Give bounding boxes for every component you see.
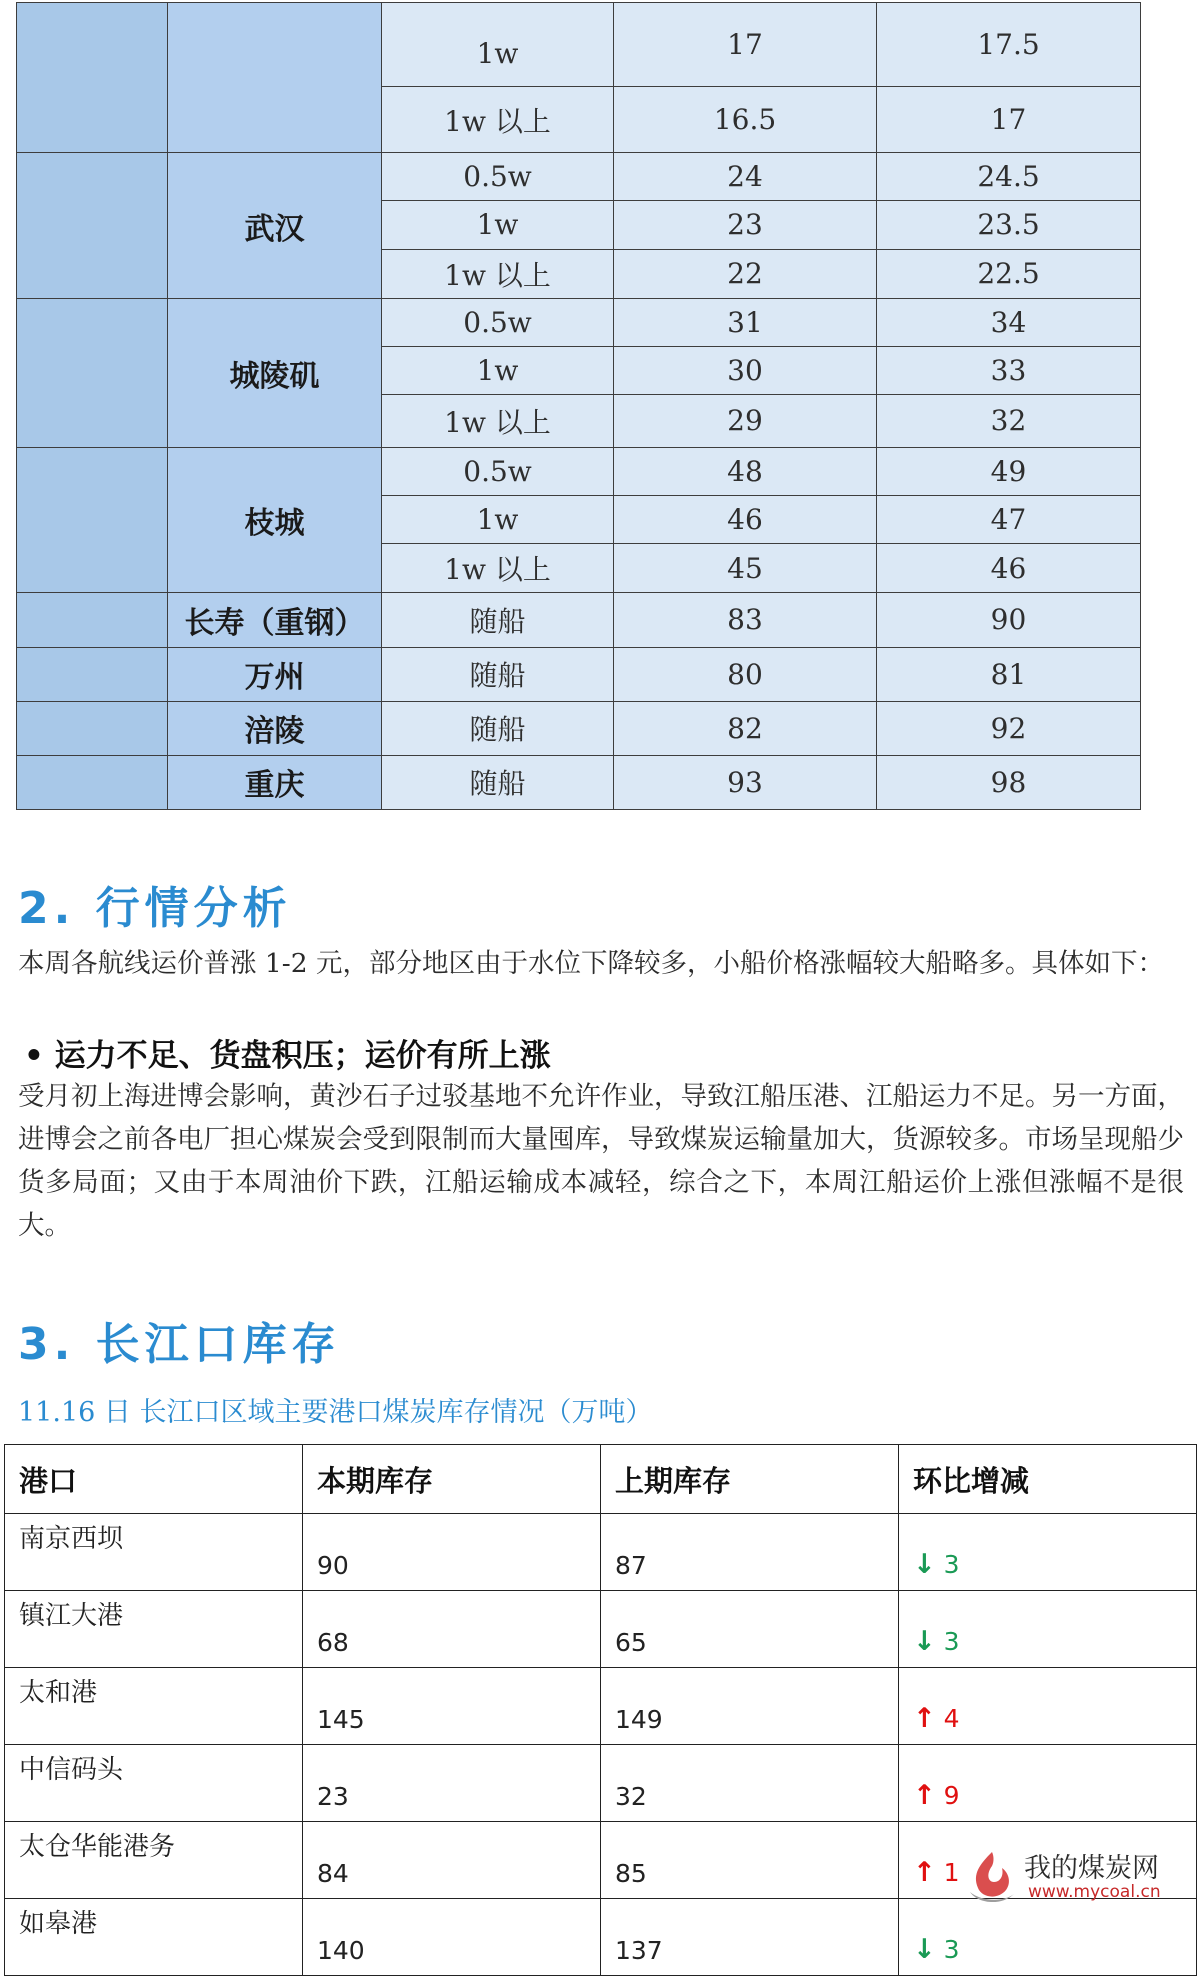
- freight-ship-size: 1w 以上: [382, 249, 614, 298]
- freight-row: [17, 447, 1141, 495]
- current-stock: 140: [303, 1899, 601, 1976]
- stock-change-value: 9: [943, 1781, 960, 1810]
- freight-side-cell: [17, 3, 168, 153]
- arrow-down-icon: ↓: [913, 1626, 936, 1657]
- freight-rate-b: 81: [877, 647, 1141, 701]
- freight-ship-size: 随船: [382, 755, 614, 809]
- arrow-down-icon: ↓: [913, 1934, 936, 1965]
- freight-rate-b: 32: [877, 395, 1141, 448]
- current-stock: 145: [303, 1668, 601, 1745]
- current-stock: 84: [303, 1822, 601, 1899]
- freight-rate-a: 48: [614, 447, 877, 495]
- freight-ship-size: 1w: [382, 496, 614, 544]
- freight-rate-b: 90: [877, 593, 1141, 647]
- freight-rate-a: 30: [614, 346, 877, 394]
- freight-row: [17, 3, 1141, 87]
- inventory-row: [5, 1514, 1197, 1591]
- bullet-dot: •: [24, 1038, 55, 1074]
- freight-ship-size: 随船: [382, 593, 614, 647]
- previous-stock: 149: [601, 1668, 899, 1745]
- freight-rate-table: [16, 2, 1141, 810]
- arrow-up-icon: ↑: [913, 1780, 936, 1811]
- current-stock: 23: [303, 1745, 601, 1822]
- analysis-bullet: [24, 1030, 551, 1075]
- freight-rate-b: 98: [877, 755, 1141, 809]
- stock-change: [899, 1668, 1197, 1745]
- freight-ship-size: 随船: [382, 701, 614, 755]
- freight-destination: 重庆: [168, 755, 382, 809]
- freight-rate-b: 34: [877, 298, 1141, 346]
- analysis-bullet-text: 运力不足、货盘积压；运价有所上涨: [54, 1038, 551, 1074]
- freight-destination: 涪陵: [168, 701, 382, 755]
- stock-change-value: 4: [943, 1704, 960, 1733]
- freight-ship-size: 随船: [382, 647, 614, 701]
- previous-stock: 32: [601, 1745, 899, 1822]
- port-name: 如皋港: [5, 1899, 303, 1976]
- current-stock: 90: [303, 1514, 601, 1591]
- freight-ship-size: 1w: [382, 346, 614, 394]
- stock-change-value: 3: [943, 1550, 960, 1579]
- port-name: 镇江大港: [5, 1591, 303, 1668]
- freight-rate-b: 33: [877, 346, 1141, 394]
- freight-side-cell: [17, 153, 168, 298]
- freight-destination: [168, 3, 382, 153]
- freight-rate-a: 31: [614, 298, 877, 346]
- freight-rate-a: 80: [614, 647, 877, 701]
- arrow-down-icon: ↓: [913, 1549, 936, 1580]
- freight-rate-a: 22: [614, 249, 877, 298]
- freight-ship-size: 1w: [382, 3, 614, 87]
- freight-side-cell: [17, 593, 168, 647]
- freight-rate-a: 45: [614, 544, 877, 593]
- freight-side-cell: [17, 647, 168, 701]
- inventory-row: [5, 1668, 1197, 1745]
- header-change: 环比增减: [899, 1445, 1197, 1514]
- previous-stock: 85: [601, 1822, 899, 1899]
- stock-change-value: 3: [943, 1627, 960, 1656]
- freight-rate-a: 82: [614, 701, 877, 755]
- section-heading-analysis: 2. 行情分析: [18, 883, 292, 934]
- freight-rate-a: 93: [614, 755, 877, 809]
- freight-destination: 万州: [168, 647, 382, 701]
- freight-row: [17, 298, 1141, 346]
- freight-rate-b: 23.5: [877, 201, 1141, 249]
- freight-side-cell: [17, 755, 168, 809]
- freight-ship-size: 0.5w: [382, 298, 614, 346]
- watermark-url: www.mycoal.cn: [1028, 1882, 1161, 1902]
- stock-change: [899, 1745, 1197, 1822]
- freight-rate-b: 49: [877, 447, 1141, 495]
- previous-stock: 137: [601, 1899, 899, 1976]
- watermark: [958, 1846, 1190, 1912]
- stock-change: [899, 1591, 1197, 1668]
- inventory-caption: 11.16 日 长江口区域主要港口煤炭库存情况（万吨）: [18, 1397, 653, 1428]
- freight-ship-size: 1w: [382, 201, 614, 249]
- freight-destination: 城陵矶: [168, 298, 382, 447]
- freight-ship-size: 1w 以上: [382, 544, 614, 593]
- inventory-row: [5, 1591, 1197, 1668]
- freight-row: [17, 701, 1141, 755]
- freight-rate-a: 46: [614, 496, 877, 544]
- stock-change-value: 3: [943, 1935, 960, 1964]
- inventory-header-row: [5, 1445, 1197, 1514]
- freight-row: [17, 647, 1141, 701]
- watermark-name: 我的煤炭网: [1024, 1853, 1159, 1884]
- freight-destination: 枝城: [168, 447, 382, 592]
- freight-ship-size: 1w 以上: [382, 87, 614, 153]
- port-name: 太仓华能港务: [5, 1822, 303, 1899]
- analysis-body: 受月初上海进博会影响，黄沙石子过驳基地不允许作业，导致江船压港、江船运力不足。另一方面，进博会之前各电厂担心煤炭会受到限制而大量囤库，导致煤炭运输量加大，货源较多。市场呈现船少货多局面；又由于本周油价下跌，江船运输成本减轻，综合之下，本周江船运价上涨但涨幅不是很大。: [18, 1081, 1184, 1241]
- freight-rate-a: 23: [614, 201, 877, 249]
- freight-rate-b: 17: [877, 87, 1141, 153]
- header-current: 本期库存: [303, 1445, 601, 1514]
- flame-logo-icon: [958, 1848, 1022, 1908]
- freight-rate-body: [17, 3, 1141, 810]
- port-name: 中信码头: [5, 1745, 303, 1822]
- freight-ship-size: 0.5w: [382, 447, 614, 495]
- freight-row: [17, 153, 1141, 201]
- freight-rate-a: 29: [614, 395, 877, 448]
- freight-rate-b: 46: [877, 544, 1141, 593]
- freight-row: [17, 593, 1141, 647]
- section-heading-inventory: 3. 长江口库存: [18, 1319, 341, 1370]
- freight-destination: 长寿（重钢）: [168, 593, 382, 647]
- header-previous: 上期库存: [601, 1445, 899, 1514]
- freight-rate-b: 17.5: [877, 3, 1141, 87]
- stock-change: [899, 1514, 1197, 1591]
- stock-change-value: 1: [943, 1858, 960, 1887]
- arrow-up-icon: ↑: [913, 1703, 936, 1734]
- previous-stock: 87: [601, 1514, 899, 1591]
- freight-ship-size: 1w 以上: [382, 395, 614, 448]
- freight-ship-size: 0.5w: [382, 153, 614, 201]
- freight-side-cell: [17, 701, 168, 755]
- arrow-up-icon: ↑: [913, 1857, 936, 1888]
- freight-side-cell: [17, 298, 168, 447]
- freight-rate-a: 17: [614, 3, 877, 87]
- inventory-row: [5, 1745, 1197, 1822]
- previous-stock: 65: [601, 1591, 899, 1668]
- port-name: 太和港: [5, 1668, 303, 1745]
- port-name: 南京西坝: [5, 1514, 303, 1591]
- freight-rate-a: 24: [614, 153, 877, 201]
- freight-side-cell: [17, 447, 168, 592]
- freight-rate-a: 83: [614, 593, 877, 647]
- freight-rate-b: 24.5: [877, 153, 1141, 201]
- freight-rate-a: 16.5: [614, 87, 877, 153]
- freight-destination: 武汉: [168, 153, 382, 298]
- current-stock: 68: [303, 1591, 601, 1668]
- freight-rate-b: 92: [877, 701, 1141, 755]
- freight-rate-b: 22.5: [877, 249, 1141, 298]
- analysis-intro: 本周各航线运价普涨 1-2 元，部分地区由于水位下降较多，小船价格涨幅较大船略多。具体如下：: [18, 948, 1165, 979]
- header-port: 港口: [5, 1445, 303, 1514]
- freight-row: [17, 755, 1141, 809]
- freight-rate-b: 47: [877, 496, 1141, 544]
